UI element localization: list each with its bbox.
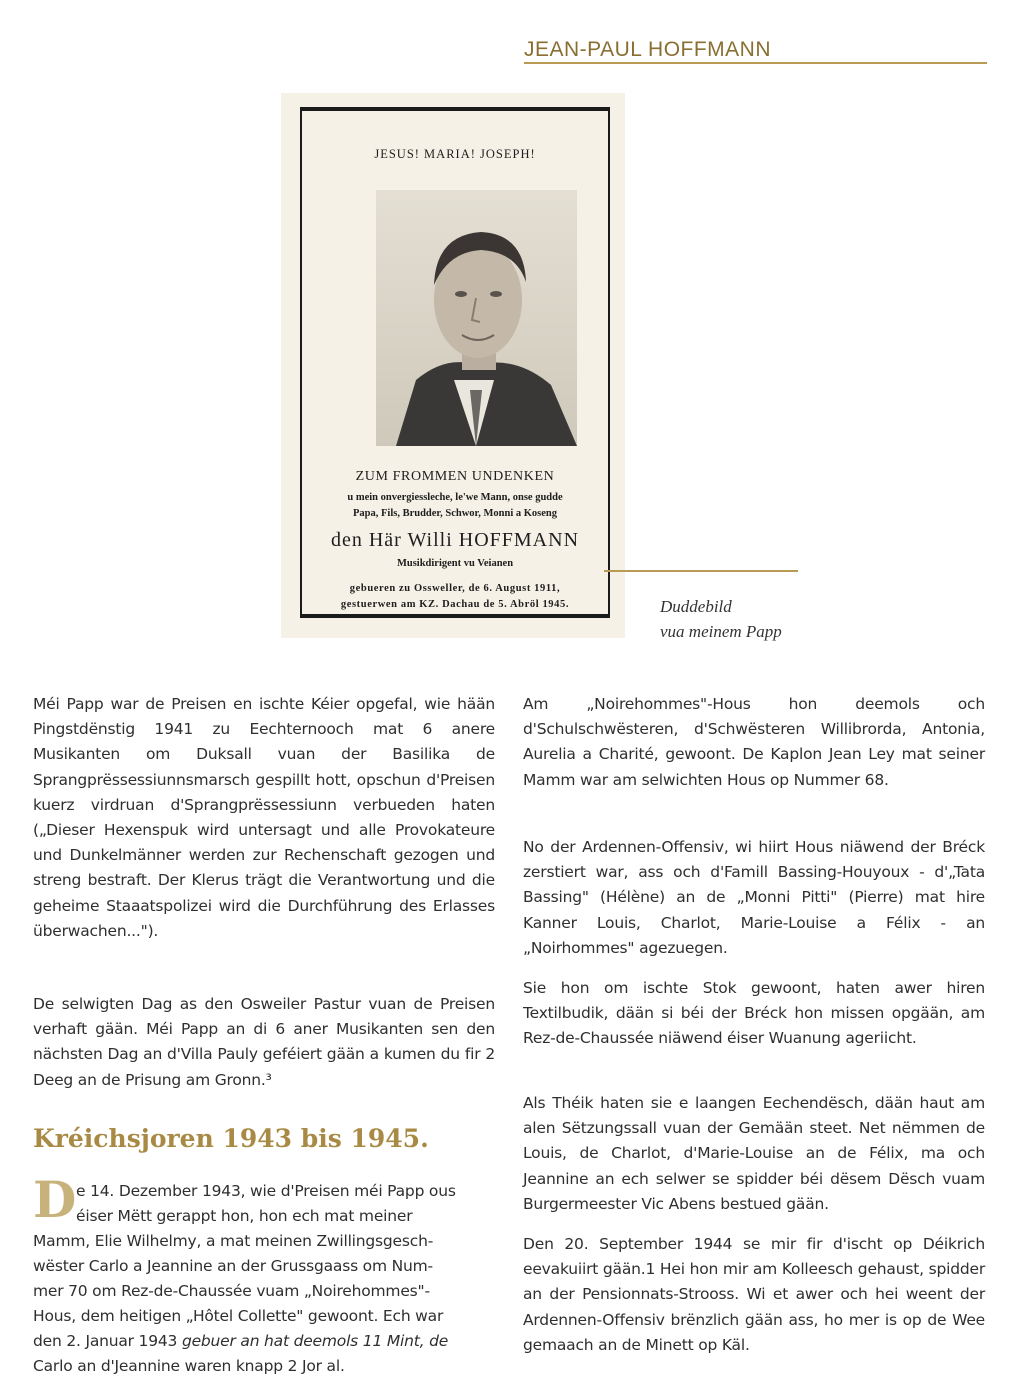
right-paragraph-3: Sie hon om ischte Stok gewoont, haten awer hiren Textilbudik, dään si béi der Bréck hon missen opgään, am Rez-de-Chaussée niäwend éiser Wuanung ageriicht. [523, 979, 985, 1048]
left-paragraph-3-line: mer 70 om Rez-de-Chaussée vuam „Noirehommes"- [33, 1282, 430, 1300]
memorial-card [281, 93, 625, 638]
right-paragraph-4: Als Théik haten sie e laangen Eechendësch, dään haut am alen Sëtzungssall vuan der Gemään steet. Net nëmmen de Louis, de Charlot, d'Marie-Louise an de Félix, ma och Jeannine an ech selwer se spidder béi dësem Dësch vuam Burgermeester Vic Abens bestued gään. [523, 1094, 985, 1213]
header-rule [524, 62, 987, 64]
card-invocation: JESUS! MARIA! JOSEPH! [374, 147, 536, 161]
left-paragraph-3-line: Hous, dem heitigen „Hôtel Collette" gewoont. Ech war [33, 1307, 444, 1325]
portrait-photo [376, 190, 577, 446]
left-paragraph-3-line: éiser Mëtt gerappt hon, hon ech mat meiner [76, 1207, 413, 1225]
right-paragraph-1: Am „Noirehommes"-Hous hon deemols och d'Schulschwësteren, d'Schwësteren Willibrorda, Antonia, Aurelia a Charité, gewoont. De Kaplon Jean Ley mat seiner Mamm war am selwichten Hous op Nummer 68. [523, 695, 985, 789]
card-death-line: gestuerwen am KZ. Dachau de 5. Abröl 1945. [340, 599, 570, 610]
drop-cap: D [33, 1170, 77, 1229]
section-heading: Kréichsjoren 1943 bis 1945. [33, 1124, 429, 1153]
left-paragraph-2: De selwigten Dag as den Osweiler Pastur vuan de Preisen verhaft gään. Méi Papp an di 6 aner Musikanten sen den nächsten Dag an d'Villa Pauly geféiert gään a kumen du fir 2 Deeg an de Prisung am Gronn.³ [33, 995, 495, 1089]
card-deceased-role: Musikdirigent vu Veianen [396, 558, 514, 569]
portrait-photo-icon [376, 190, 577, 446]
photo-caption-line-2: vua meinem Papp [660, 622, 782, 641]
left-paragraph-3-line: wëster Carlo a Jeannine an der Grussgaass om Num- [33, 1257, 433, 1275]
right-paragraph-5: Den 20. September 1944 se mir fir d'ischt op Déikrich eevakuiirt gään.1 Hei hon mir am Kolleesch gehaust, spidder an der Pensionnats-Strooss. Wi et awer och hei weent der Ardennen-Offensiv brënzlich gään ass, ho mer is op de Wee gemaach an de Minett op Käl. [523, 1235, 985, 1354]
caption-leader-line [604, 570, 798, 572]
right-paragraph-2: No der Ardennen-Offensiv, wi hiirt Hous niäwend der Bréck zerstiert war, ass och d'Famill Bassing-Houyoux - d'„Tata Bassing" (Hélène) an de „Monni Pitti" (Pierre) mat hire Kanner Louis, Charlot, Marie-Louise a Félix - an „Noirhommes" agezuegen. [523, 838, 985, 957]
left-paragraph-3-italic: gebuer an hat deemols 11 Mint, de [181, 1332, 449, 1350]
left-paragraph-3-line [33, 1332, 448, 1350]
card-memorial-heading: ZUM FROMMEN UNDENKEN [355, 469, 555, 484]
card-dedication-line-2: Papa, Fils, Brudder, Schwor, Monni a Koseng [352, 508, 557, 519]
left-paragraph-3-date: den 2. Januar 1943 [33, 1332, 178, 1350]
left-paragraph-3-line: Mamm, Elie Wilhelmy, a mat meinen Zwillingsgesch- [33, 1232, 434, 1250]
card-birth-line: gebueren zu Ossweller, de 6. August 1911, [349, 583, 561, 594]
memorial-card-frame [300, 107, 610, 618]
left-paragraph-1: Méi Papp war de Preisen en ischte Kéier opgefal, wie hään Pingstdënstig 1941 zu Eechternooch mat 6 anere Musikanten om Duksall vuan der Basilika de Sprangprëssessiunnsmarsch gespillt hott, opschun d'Preisen kuerz virdruan d'Sprangprëssessiunn verbueden haten („Dieser Hexenspuk wird untersagt und alle Provokateure und Dunkelmänner werden zur Rechenschaft gezogen und streng bestraft. Der Klerus trägt die Verantwortung und die geheime Staaatspolizei wird die Durchführung des Erlasses überwachen..."). [33, 695, 495, 940]
card-dedication-line-1: u mein onvergiessleche, le'we Mann, onse gudde [347, 492, 563, 503]
page-header-title: JEAN-PAUL HOFFMANN [524, 38, 772, 61]
photo-caption-line-1: Duddebild [660, 597, 732, 616]
card-deceased-name: den Här Willi HOFFMANN [330, 529, 580, 551]
left-paragraph-3-line: Carlo an d'Jeannine waren knapp 2 Jor al. [33, 1357, 345, 1375]
left-paragraph-3-line: e 14. Dezember 1943, wie d'Preisen méi Papp ous [76, 1182, 456, 1200]
